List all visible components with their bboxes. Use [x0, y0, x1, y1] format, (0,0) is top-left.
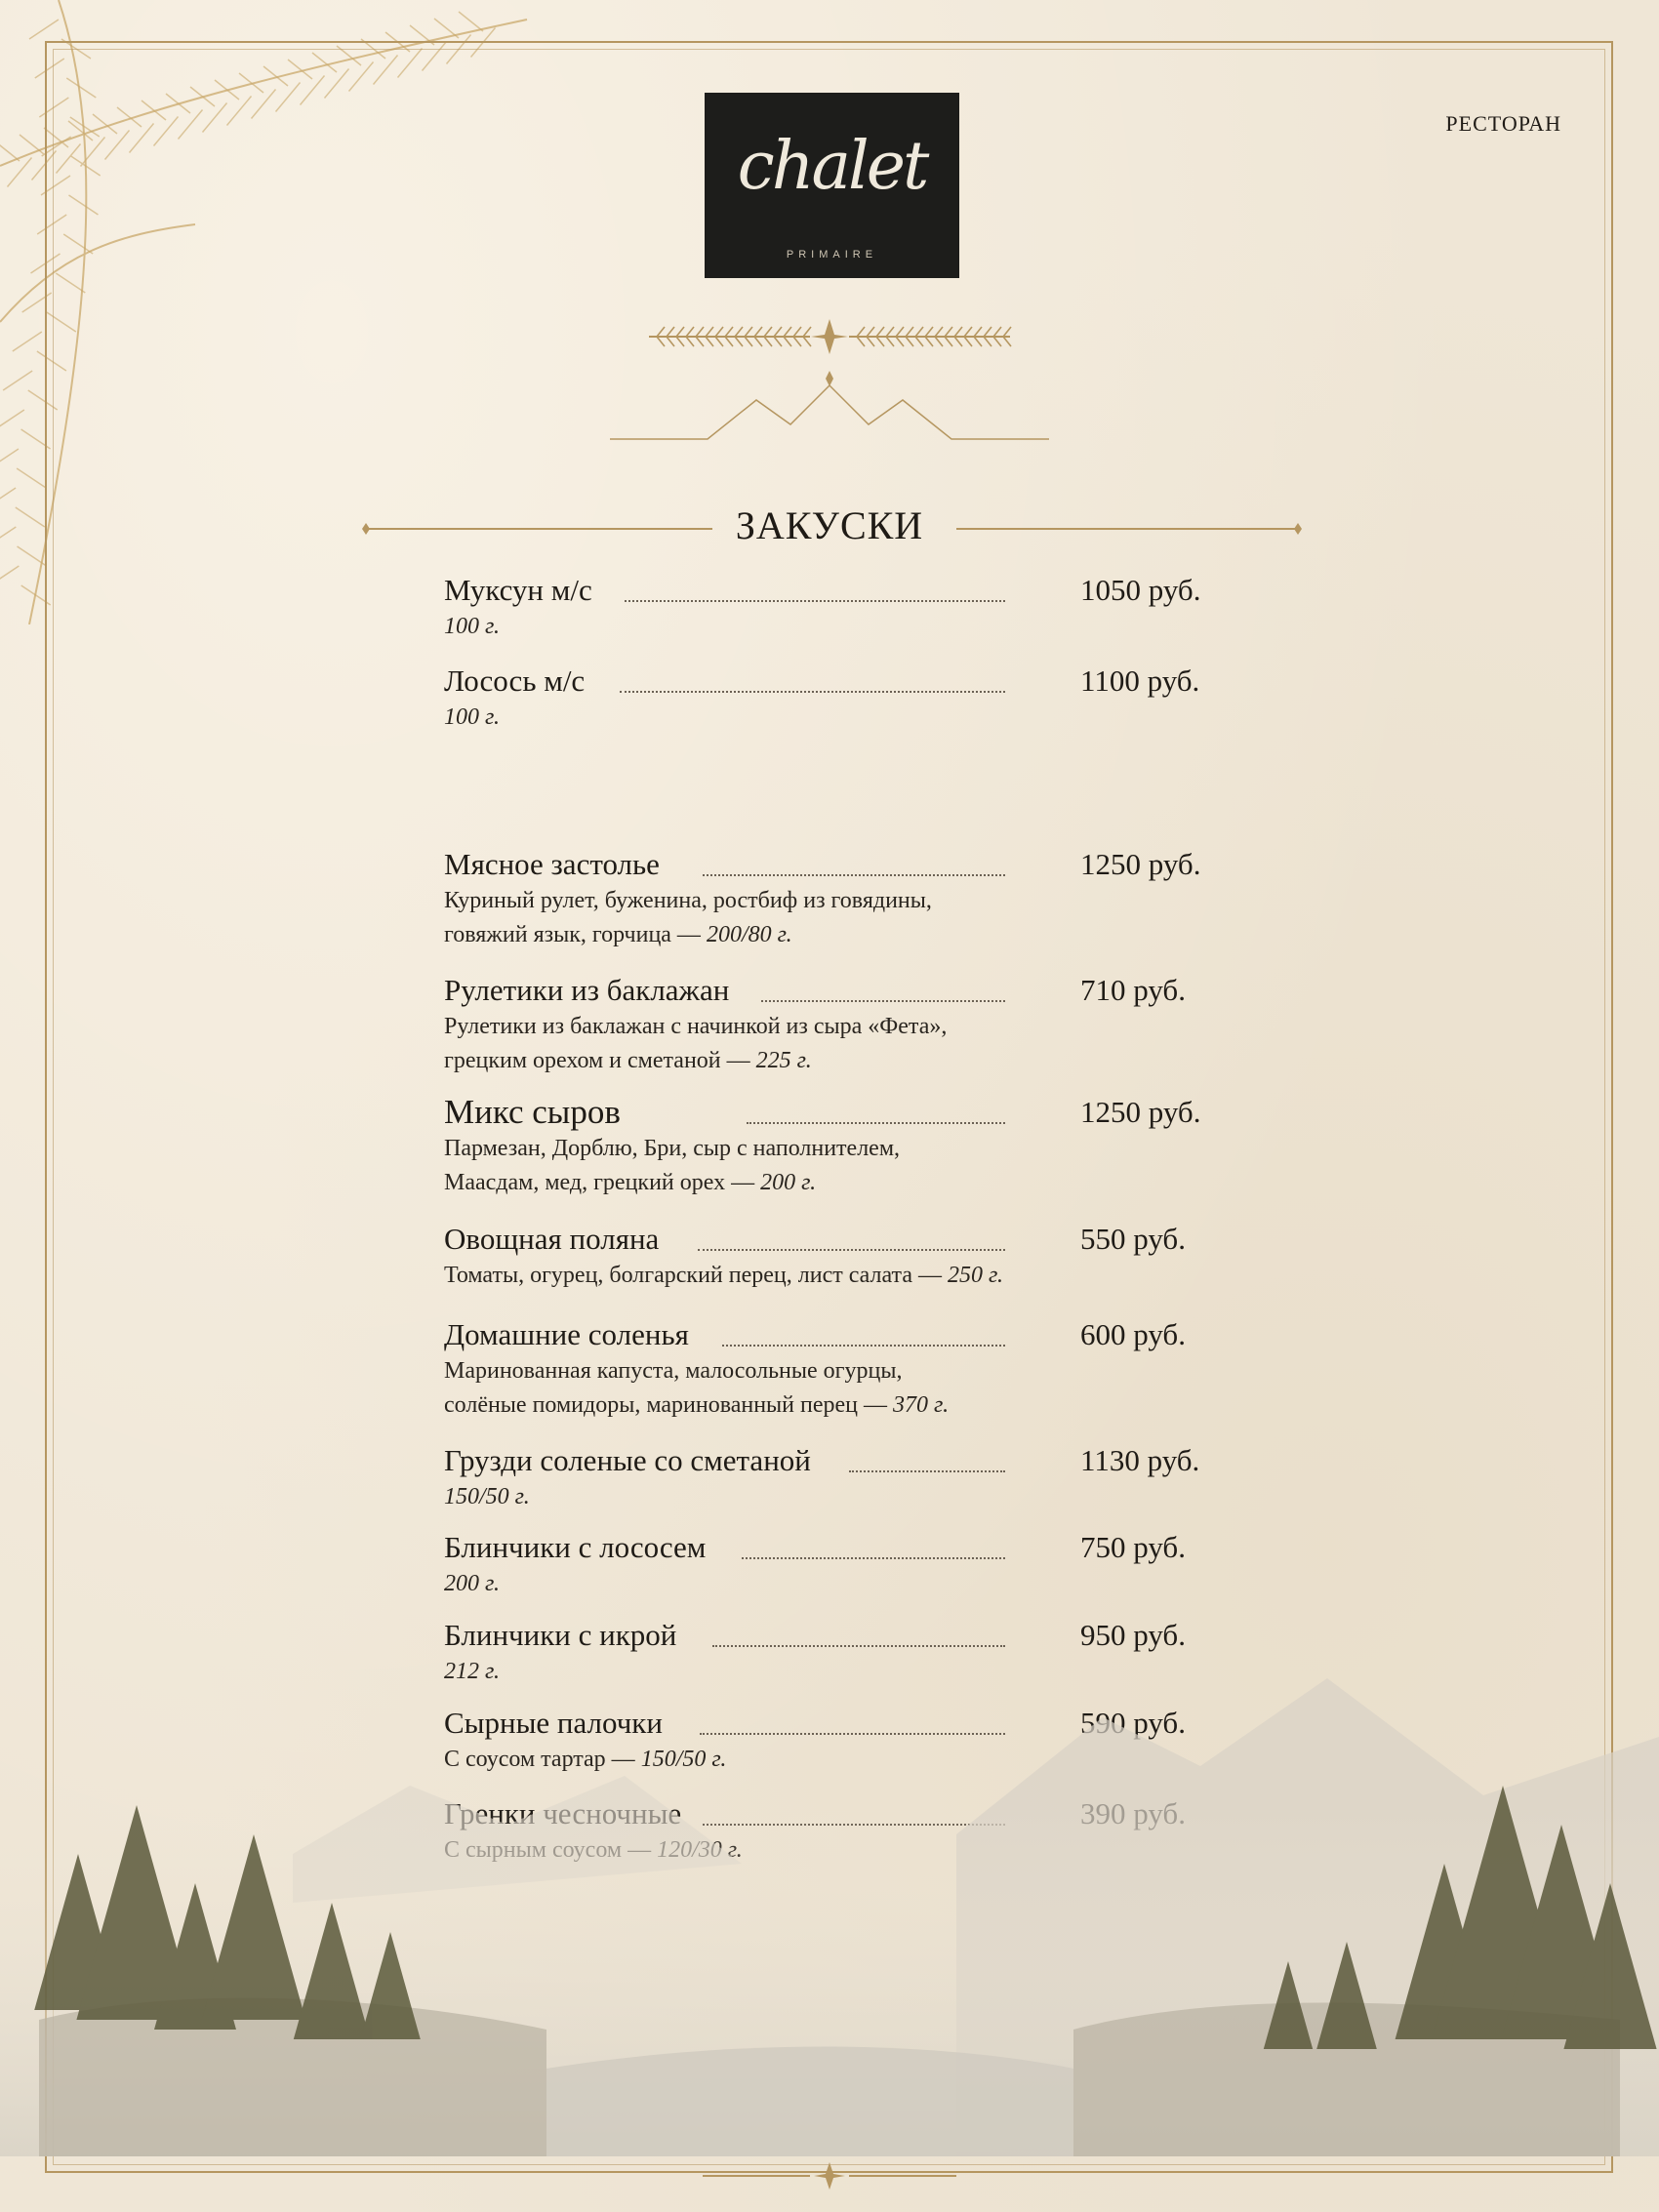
dot-leader [742, 1555, 1005, 1559]
description-text: Пармезан, Дорблю, Бри, сыр с наполнителем, Маасдам, мед, грецкий орех — [444, 1136, 901, 1195]
menu-item-price: 1050 руб. [1080, 573, 1201, 607]
menu-item-description [444, 701, 1244, 735]
menu-item-price: 1250 руб. [1080, 1095, 1201, 1129]
menu-item-description [444, 1132, 1244, 1200]
brand-label: РЕСТОРАН [1445, 111, 1561, 136]
description-text: Томаты, огурец, болгарский перец, лист салата — [444, 1263, 948, 1288]
section-title: ЗАКУСКИ [735, 503, 924, 547]
menu-item-name: Мясное застолье [444, 847, 660, 881]
bottom-fern-ornament [693, 2156, 966, 2195]
menu-item-description [444, 1259, 1244, 1293]
menu-item-weight: 100 г. [444, 614, 501, 639]
menu-item-name: Рулетики из баклажан [444, 973, 730, 1007]
logo-subtitle: PRIMAIRE [786, 249, 878, 261]
menu-item-price: 950 руб. [1080, 1618, 1186, 1652]
menu-item-name: Лосось м/с [444, 664, 586, 698]
dot-leader [703, 872, 1005, 876]
dot-leader [625, 598, 1005, 602]
menu-item-name: Грузди соленые со сметаной [444, 1443, 811, 1477]
dot-leader [849, 1468, 1005, 1472]
menu-item-price: 600 руб. [1080, 1317, 1186, 1351]
dot-leader [620, 689, 1005, 693]
menu-item-row [444, 1528, 1244, 1567]
menu-item-description [444, 1010, 1244, 1078]
menu-item-weight: 150/50 г. [444, 1484, 530, 1509]
menu-item-weight: 150/50 г. [640, 1747, 727, 1772]
menu-item-weight: 200 г. [444, 1571, 501, 1596]
menu-item-weight: 200/80 г. [706, 922, 792, 947]
menu-item-row [444, 1093, 1244, 1132]
menu-item-row [444, 1315, 1244, 1354]
dot-leader [761, 998, 1005, 1002]
description-text: Рулетики из баклажан с начинкой из сыра «Фета», грецким орехом и сметаной — [444, 1014, 948, 1073]
menu-item [444, 1441, 1244, 1514]
chalet-logo [705, 93, 959, 278]
menu-item-row [444, 971, 1244, 1010]
menu-item-description [444, 1480, 1244, 1514]
menu-item-name: Домашние соленья [444, 1317, 689, 1351]
menu-item-name: Блинчики с лососем [444, 1530, 707, 1564]
landscape-illustration [0, 1610, 1659, 2156]
menu-item-description [444, 610, 1244, 644]
menu-item-name: Сырные палочки [444, 1706, 663, 1740]
menu-item-row [444, 571, 1244, 610]
fern-ornament [639, 307, 1020, 366]
menu-item-weight: 212 г. [444, 1659, 501, 1684]
menu-item [444, 845, 1244, 952]
menu-item [444, 1528, 1244, 1601]
menu-item-name: Микс сыров [444, 1093, 621, 1131]
menu-item-row [444, 1441, 1244, 1480]
menu-item-price: 1250 руб. [1080, 847, 1201, 881]
menu-item-weight: 225 г. [755, 1048, 812, 1073]
menu-item [444, 1315, 1244, 1423]
menu-item-row [444, 662, 1244, 701]
menu-item-price: 590 руб. [1080, 1706, 1186, 1740]
menu-item-row [444, 1220, 1244, 1259]
menu-item-name: Муксун м/с [444, 573, 592, 607]
menu-item-description [444, 884, 1244, 952]
mountain-line-ornament [610, 371, 1049, 449]
menu-item-weight: 370 г. [893, 1392, 950, 1418]
menu-item-price: 1100 руб. [1080, 664, 1200, 698]
logo-wordmark: chalet [737, 128, 927, 205]
menu-item-price: 550 руб. [1080, 1222, 1186, 1256]
menu-item [444, 1093, 1244, 1200]
menu-item-description [444, 1567, 1244, 1601]
menu-item [444, 662, 1244, 735]
menu-item-price: 750 руб. [1080, 1530, 1186, 1564]
dot-leader [747, 1120, 1005, 1124]
menu-item-name: Овощная поляна [444, 1222, 660, 1256]
menu-item-price: 1130 руб. [1080, 1443, 1200, 1477]
description-text: С соусом тартар — [444, 1747, 641, 1772]
dot-leader [722, 1343, 1005, 1347]
menu-item [444, 971, 1244, 1078]
menu-item-weight: 200 г. [760, 1170, 817, 1195]
menu-item-description [444, 1354, 1244, 1423]
dot-leader [698, 1247, 1005, 1251]
description-text: Куриный рулет, буженина, ростбиф из говядины, говяжий язык, горчица — [444, 888, 932, 947]
menu-item [444, 571, 1244, 644]
menu-item-weight: 100 г. [444, 704, 501, 730]
menu-item-price: 710 руб. [1080, 973, 1186, 1007]
menu-item-row [444, 845, 1244, 884]
menu-item-name: Блинчики с икрой [444, 1618, 677, 1652]
menu-item-weight: 250 г. [947, 1263, 1004, 1288]
description-text: Маринованная капуста, малосольные огурцы, солёные помидоры, маринованный перец — [444, 1358, 903, 1418]
menu-item [444, 1220, 1244, 1293]
